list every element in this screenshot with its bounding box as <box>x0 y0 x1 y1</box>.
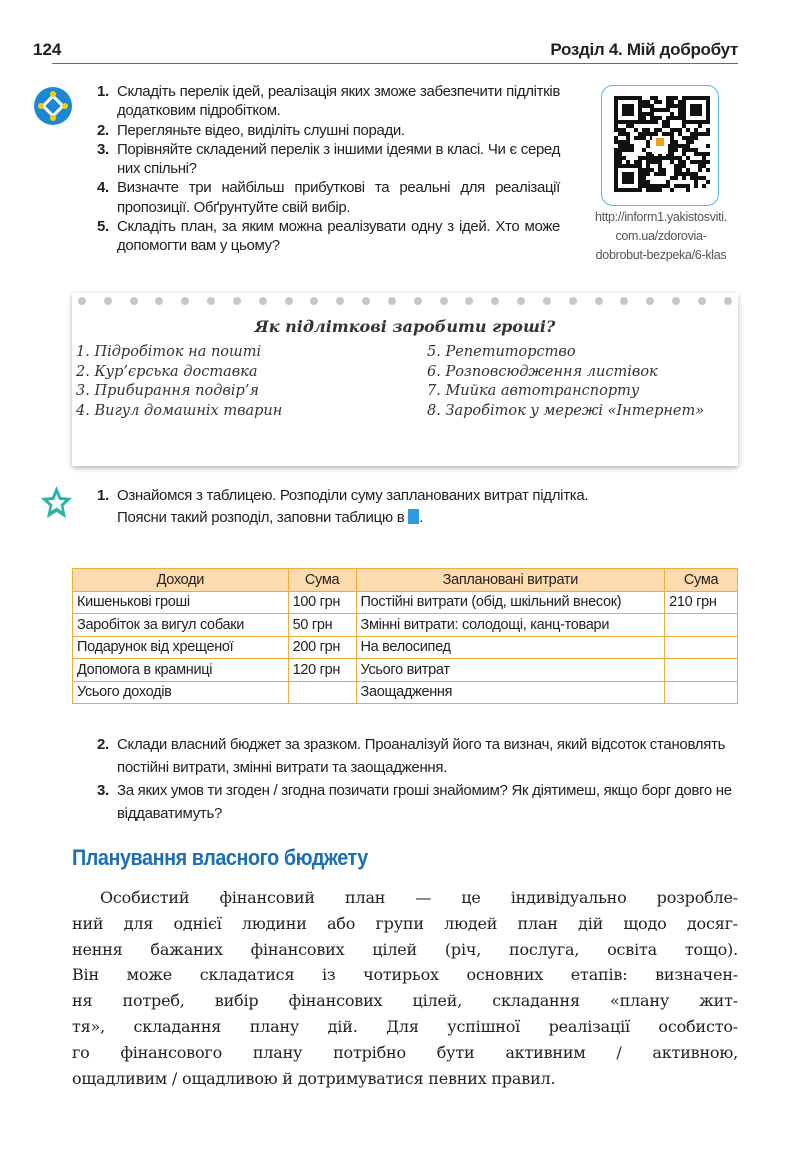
chapter-title: Розділ 4. Мій добробут <box>550 40 738 59</box>
ring-hole <box>104 297 112 305</box>
note-item: 2. Кур’єрська доставка <box>76 363 258 380</box>
qr-code[interactable] <box>601 85 719 206</box>
team-work-icon <box>34 87 72 125</box>
task-number: 3. <box>97 782 109 799</box>
table-row <box>73 636 738 659</box>
table-cell: 210 грн <box>665 591 738 614</box>
note-item: 8. Заробіток у мережі «Інтернет» <box>427 402 705 419</box>
paragraph-line: нення бажаних фінансових цілей (річ, послуга, освіта тощо). <box>72 939 738 959</box>
table-row <box>73 614 738 637</box>
ring-hole <box>543 297 551 305</box>
task-text: Перегляньте відео, виділіть слушні поради. <box>117 121 405 139</box>
ring-hole <box>336 297 344 305</box>
ring-hole <box>78 297 86 305</box>
task-text: Складіть перелік ідей, реалізація яких зможе забезпечити підлітків додатковим підробітком. <box>117 83 560 120</box>
ring-hole <box>620 297 628 305</box>
paragraph-line: Він може складатися із чотирьох основних етапів: визначен- <box>72 965 738 985</box>
column-header: Доходи <box>73 569 289 592</box>
task-item <box>97 140 560 179</box>
table-row <box>73 681 738 704</box>
task-list-group <box>97 82 560 256</box>
paragraph-line: го фінансового плану потрібно бути активним / активною, <box>72 1042 738 1062</box>
table-cell: Кишенькові гроші <box>73 591 289 614</box>
task-text: За яких умов ти згоден / згодна позичати гроші знайомим? Як діятимеш, якщо борг довго не віддаватимуть? <box>117 782 732 822</box>
table-cell <box>665 614 738 637</box>
task-text: Порівняйте складений перелік з іншими ідеями в класі. Чи є серед них спільні? <box>117 140 560 178</box>
table-cell: Усього доходів <box>73 681 289 704</box>
paragraph-line: ощадливим / ощадливою й дотримуватися певних правил. <box>72 1068 556 1088</box>
task-number: 1. <box>97 487 109 504</box>
table-cell: 200 грн <box>288 636 356 659</box>
ring-hole <box>595 297 603 305</box>
table-cell: Усього витрат <box>356 659 665 682</box>
task-number: 2. <box>97 121 109 139</box>
task-item <box>97 178 560 217</box>
task-item <box>97 733 737 779</box>
task-number: 5. <box>97 218 109 236</box>
task-number: 4. <box>97 179 109 197</box>
ring-hole <box>517 297 525 305</box>
table-cell <box>665 659 738 682</box>
table-cell: Подарунок від хрещеної <box>73 636 289 659</box>
paragraph-line: Особистий фінансовий план — це індивідуально розробле- <box>100 888 738 907</box>
task-text: Складіть план, за яким можна реалізувати одну з ідей. Хто може допомогти вам у цьому? <box>117 218 560 255</box>
table-cell: Змінні витрати: солодощі, канц-товари <box>356 614 665 637</box>
ring-hole <box>724 297 732 305</box>
notebook-rings <box>78 297 732 307</box>
ring-hole <box>130 297 138 305</box>
note-item: 6. Розповсюдження листівок <box>427 363 658 380</box>
ring-hole <box>181 297 189 305</box>
table-cell: Заробіток за вигул собаки <box>73 614 289 637</box>
note-item: 5. Репетиторство <box>427 344 576 360</box>
url-line: com.ua/zdorovia- <box>615 229 707 243</box>
column-header: Сума <box>288 569 356 592</box>
ring-hole <box>465 297 473 305</box>
star-icon <box>40 485 73 519</box>
section-heading: Планування власного бюджету <box>72 845 368 870</box>
task-number: 1. <box>97 83 109 100</box>
task-item <box>97 217 560 256</box>
task-item <box>97 779 737 825</box>
table-cell: 50 грн <box>288 614 356 637</box>
ring-hole <box>285 297 293 305</box>
task-text: . <box>419 509 424 526</box>
table-cell: 120 грн <box>288 659 356 682</box>
ring-hole <box>259 297 267 305</box>
table-header-row <box>73 569 738 592</box>
ring-hole <box>207 297 215 305</box>
ring-hole <box>388 297 396 305</box>
paragraph-line: тя», складання плану дій. Для успішної реалізації особисто- <box>72 1016 738 1036</box>
table-cell <box>288 681 356 704</box>
task-number: 3. <box>97 140 109 158</box>
task-item <box>97 121 560 140</box>
section-paragraph <box>72 885 738 1091</box>
table-cell: 100 грн <box>288 591 356 614</box>
task-text: Визначте три найбільш прибуткові та реальні для реалізації пропозиції. Обґрунтуйте свій вибір. <box>117 179 560 216</box>
task-item <box>97 82 560 121</box>
note-item: 3. Прибирання подвір’я <box>76 383 259 399</box>
note-item: 7. Мийка автотранспорту <box>427 383 640 399</box>
ring-hole <box>155 297 163 305</box>
note-list-left <box>76 343 282 421</box>
qr-url[interactable] <box>580 208 742 265</box>
workbook-icon <box>408 509 419 524</box>
task-text: Склади власний бюджет за зразком. Проаналізуй його та визнач, який відсоток становлять постійні витрати, змінні витрати та заощадження. <box>117 736 726 776</box>
note-list-right <box>427 343 704 421</box>
task-list-group <box>97 733 737 825</box>
ring-hole <box>646 297 654 305</box>
note-title: Як підліткові заробити гроші? <box>254 317 556 336</box>
url-line: http://inform1.yakistosviti. <box>595 210 727 224</box>
table-cell: Допомога в крамниці <box>73 659 289 682</box>
paragraph-line: ня потреб, вибір фінансових цілей, складання «плану жит- <box>72 991 738 1011</box>
url-line: dobrobut-bezpeka/6-klas <box>595 248 727 262</box>
ring-hole <box>310 297 318 305</box>
paragraph-line: ний для однієї людини або групи людей план дій щодо досяг- <box>72 913 738 933</box>
ring-hole <box>414 297 422 305</box>
table-cell: Постійні витрати (обід, шкільний внесок) <box>356 591 665 614</box>
column-header: Сума <box>665 569 738 592</box>
table-cell <box>665 681 738 704</box>
table-cell: Заощадження <box>356 681 665 704</box>
ring-hole <box>233 297 241 305</box>
table-task <box>97 485 737 529</box>
ring-hole <box>440 297 448 305</box>
task-text: Поясни такий розподіл, заповни таблицю в <box>117 509 405 526</box>
ring-hole <box>491 297 499 305</box>
table-row <box>73 591 738 614</box>
ring-hole <box>698 297 706 305</box>
task-text: Ознайомся з таблицею. Розподіли суму запланованих витрат підлітка. <box>117 487 589 504</box>
budget-table <box>72 568 738 704</box>
note-item: 4. Вигул домашніх тварин <box>76 402 283 419</box>
ring-hole <box>362 297 370 305</box>
notebook-note <box>72 293 738 466</box>
header-rule <box>52 63 738 64</box>
ring-hole <box>672 297 680 305</box>
table-cell <box>665 636 738 659</box>
ring-hole <box>569 297 577 305</box>
column-header: Заплановані витрати <box>356 569 665 592</box>
task-number: 2. <box>97 736 109 753</box>
table-row <box>73 659 738 682</box>
table-cell: На велосипед <box>356 636 665 659</box>
page-number: 124 <box>33 40 62 59</box>
note-item: 1. Підробіток на пошті <box>76 344 262 360</box>
